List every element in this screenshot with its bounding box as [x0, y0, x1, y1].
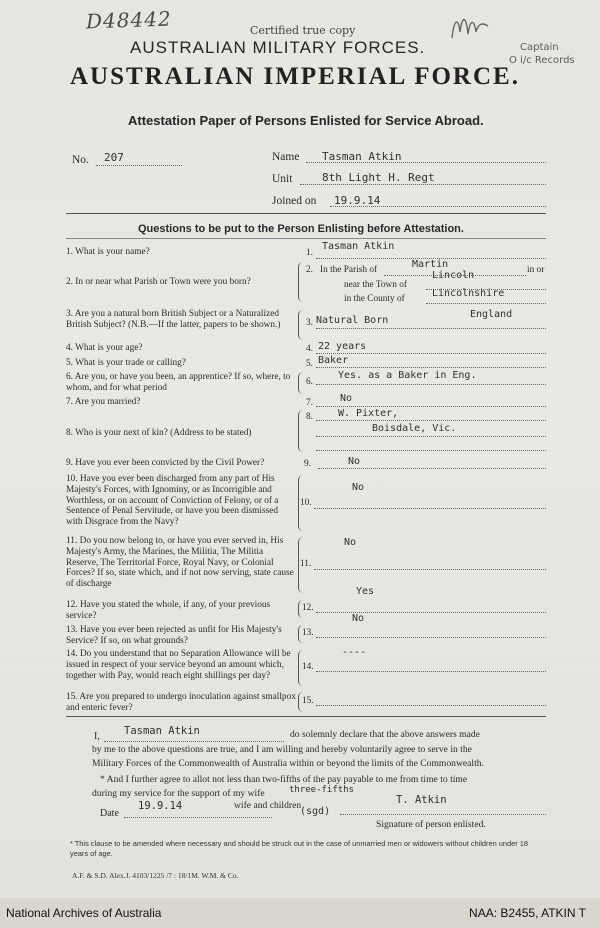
answer-9: No — [348, 456, 361, 467]
questions-heading: Questions to be put to the Person Enlisting before Attestation. — [138, 223, 464, 235]
answer-8-number: 8. — [306, 412, 313, 422]
answer-8-line-1: W. Pixter, — [338, 408, 399, 419]
amf-title: AUSTRALIAN MILITARY FORCES. — [130, 38, 426, 57]
records-stamp: O i/c Records — [509, 55, 575, 66]
answer-7-number: 7. — [306, 398, 313, 408]
sgd-label: (sgd) — [300, 806, 331, 817]
town-label: near the Town of — [344, 280, 407, 290]
answer-13: No — [352, 613, 365, 624]
question-7: 7. Are you married? — [66, 397, 141, 407]
three-fifths-amendment: three-fifths — [289, 785, 355, 795]
officer-signature — [448, 10, 492, 44]
answer-14-number: 14. — [302, 662, 314, 672]
answer-12-number: 12. — [302, 603, 314, 613]
answer-1: Tasman Atkin — [322, 241, 395, 252]
answer-9-number: 9. — [304, 459, 311, 469]
answer-parish: Martin — [412, 259, 449, 270]
unit-label: Unit — [272, 173, 293, 185]
joined-value: 19.9.14 — [334, 194, 381, 207]
date-label: Date — [100, 808, 119, 819]
county-label: in the County of — [344, 294, 405, 304]
answer-4: 22 years — [318, 341, 367, 352]
answer-6-number: 6. — [306, 377, 313, 387]
answer-4-number: 4. — [306, 344, 313, 354]
aif-title: AUSTRALIAN IMPERIAL FORCE. — [70, 63, 520, 90]
question-5: 5. What is your trade or calling? — [66, 358, 186, 368]
wife-and-children: wife and children — [234, 800, 302, 811]
archive-reference: NAA: B2455, ATKIN T — [469, 906, 586, 920]
answer-15-number: 15. — [302, 696, 314, 706]
question-14: 14. Do you understand that no Separation Allowance will be issued in respect of your service beyond an amount which, together with Pay, would reach eight shillings per day? — [66, 649, 291, 681]
unit-value: 8th Light H. Regt — [322, 171, 435, 184]
printer-imprint: A.F. & S.D. Alex.J. 4103/1225 /7 : 18/1M. W.M. & Co. — [72, 871, 239, 880]
answer-1-number: 1. — [306, 248, 313, 258]
answer-2-number: 2. — [306, 265, 313, 275]
date-value: 19.9.14 — [138, 800, 183, 812]
declaration-text-1: do solemnly declare that the above answers made — [290, 729, 480, 740]
answer-town: Lincoln — [432, 270, 475, 281]
question-10: 10. Have you ever been discharged from any part of His Majesty's Forces, with Ignominy, or as Incorrigible and Worthless, or on account of Conviction of Felony, or of a Sentence of Penal Servitude, or have you been dismissed with Disgrace from the Navy? — [66, 474, 279, 528]
name-value: Tasman Atkin — [322, 150, 402, 163]
answer-13-number: 13. — [302, 628, 314, 638]
question-4: 4. What is your age? — [66, 343, 143, 353]
signature: T. Atkin — [396, 794, 447, 806]
declaration-text-5: during my service for the support of my wife — [92, 788, 265, 799]
answer-3: Natural Born — [316, 315, 389, 326]
archive-name: National Archives of Australia — [6, 906, 162, 920]
parish-label: In the Parish of — [320, 265, 378, 275]
document-subtitle: Attestation Paper of Persons Enlisted for Service Abroad. — [128, 113, 484, 128]
answer-10-number: 10. — [300, 498, 312, 508]
joined-label: Joined on — [272, 195, 317, 207]
answer-3-number: 3. — [306, 318, 313, 328]
enlist-number: 207 — [104, 151, 124, 164]
answer-8-line-2: Boisdale, Vic. — [372, 423, 457, 434]
answer-5: Baker — [318, 355, 349, 366]
declaration-i: I, — [94, 731, 100, 742]
name-label: Name — [272, 151, 300, 163]
answer-11: No — [344, 537, 357, 548]
question-3: 3. Are you a natural born British Subject or a Naturalized British Subject? (N.B.—If the latter, papers to be shown.) — [66, 309, 281, 330]
declaration-name: Tasman Atkin — [124, 725, 200, 737]
answer-6: Yes. as a Baker in Eng. — [338, 370, 477, 381]
answer-14: ---- — [342, 647, 367, 658]
question-6: 6. Are you, or have you been, an apprentice? If so, where, to whom, and for what period — [66, 372, 291, 393]
answer-3-country: England — [470, 309, 513, 320]
answer-7: No — [340, 393, 353, 404]
question-2: 2. In or near what Parish or Town were you born? — [66, 277, 251, 287]
captain-stamp: Captain — [520, 42, 559, 53]
accession-number: D48442 — [85, 6, 173, 34]
question-1: 1. What is your name? — [66, 247, 150, 257]
question-11: 11. Do you now belong to, or have you ever served in, His Majesty's Army, the Marines, the Militia, The Militia Reserve, The Territorial Force, Royal Navy, or Colonial Forces? If so, state which, and if not now serving, state cause of discharge — [66, 536, 294, 590]
answer-county: Lincolnshire — [432, 288, 505, 299]
footnote: * This clause to be amended where necessary and should be struck out in the case of unmarried men or widowers without children under 18 years of age. — [70, 839, 528, 858]
answer-11-number: 11. — [300, 559, 312, 569]
declaration-text-3: Military Forces of the Commonwealth of Australia within or beyond the limits of the Commonwealth. — [92, 758, 484, 769]
question-15: 15. Are you prepared to undergo inoculation against smallpox and enteric fever? — [66, 692, 296, 713]
question-9: 9. Have you ever been convicted by the Civil Power? — [66, 458, 265, 468]
signature-caption: Signature of person enlisted. — [376, 819, 486, 830]
question-13: 13. Have you ever been rejected as unfit for His Majesty's Service? If so, on what grounds? — [66, 625, 282, 646]
declaration-text-4: * And I further agree to allot not less than two-fifths of the pay payable to me from time to time — [100, 774, 468, 785]
declaration-text-2: by me to the above questions are true, and I am willing and hereby voluntarily agree to serve in the — [92, 744, 472, 755]
answer-12: Yes — [356, 586, 375, 597]
answer-10: No — [352, 482, 365, 493]
question-8: 8. Who is your next of kin? (Address to be stated) — [66, 428, 252, 438]
no-label: No. — [72, 154, 89, 166]
answer-5-number: 5. — [306, 359, 313, 369]
in-or-label: in or — [527, 265, 545, 275]
question-12: 12. Have you stated the whole, if any, of your previous service? — [66, 600, 271, 621]
certified-copy-stamp: Certified true copy — [250, 24, 356, 37]
